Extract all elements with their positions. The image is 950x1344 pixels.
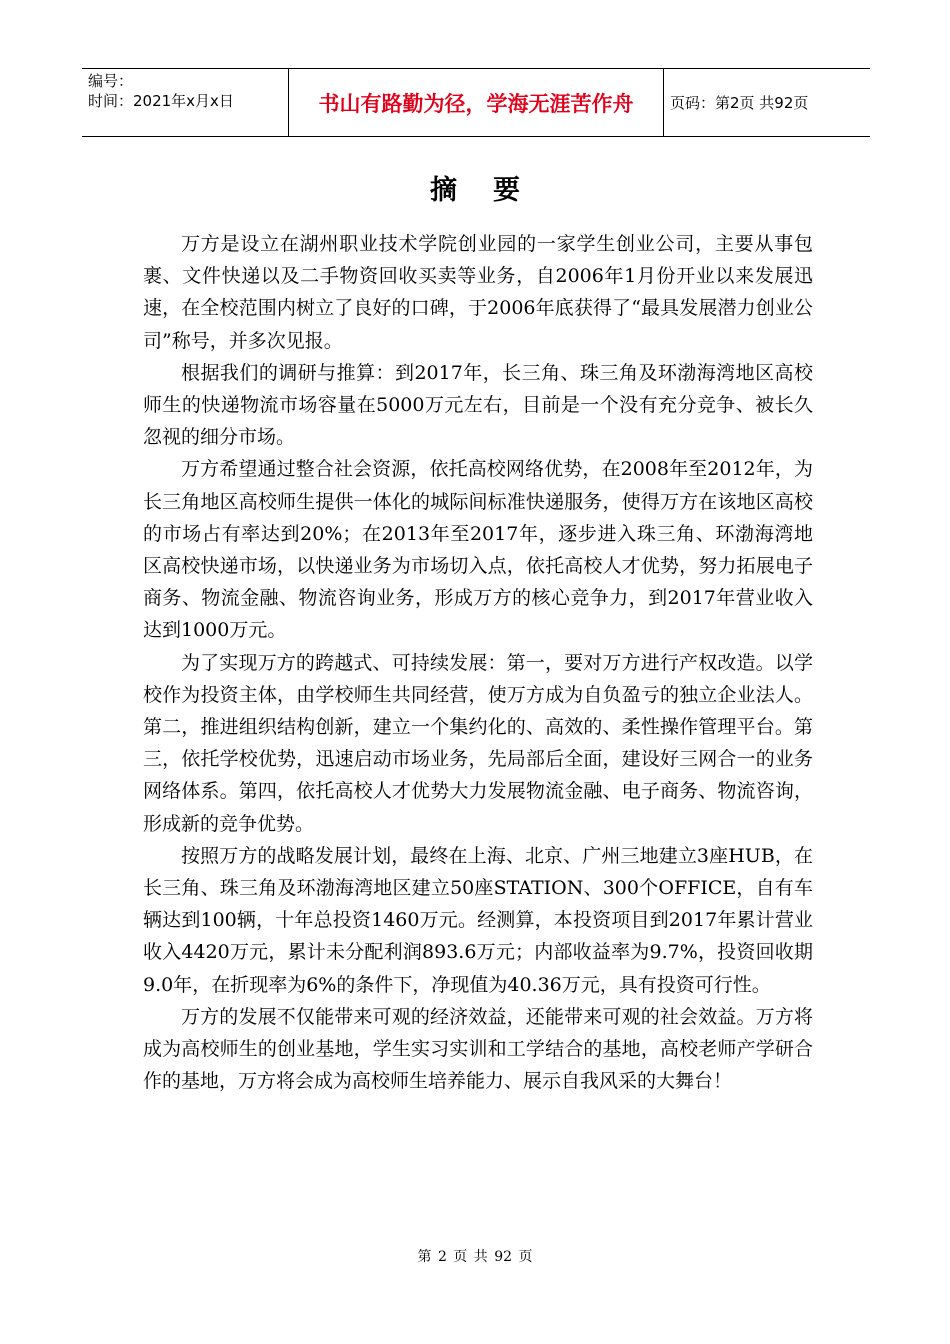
paragraph: 万方希望通过整合社会资源，依托高校网络优势，在2008年至2012年，为长三角地区高校师生提供一体化的城际间标准快递服务，使得万方在该地区高校的市场占有率达到20%；在2013年至2017年，逐步进入珠三角、环渤海湾地区高校快递市场，以快递业务为市场切入点，依托高校人才优势，努力拓展电子商务、物流金融、物流咨询业务，形成万方的核心竞争力，到2017年营业收入达到1000万元。	[143, 458, 813, 642]
paragraph: 万方是设立在湖州职业技术学院创业园的一家学生创业公司，主要从事包裹、文件快递以及二手物资回收买卖等业务，自2006年1月份开业以来发展迅速，在全校范围内树立了良好的口碑，于2006年底获得了“最具发展潜力创业公司”称号，并多次见报。	[143, 233, 813, 352]
paragraph: 为了实现万方的跨越式、可持续发展：第一，要对万方进行产权改造。以学校作为投资主体，由学校师生共同经营，使万方成为自负盈亏的独立企业法人。第二，推进组织结构创新，建立一个集约化的、高效的、柔性操作管理平台。第三，依托学校优势，迅速启动市场业务，先局部后全面，建设好三网合一的业务网络体系。第四，依托高校人才优势大力发展物流金融、电子商务、物流咨询，形成新的竞争优势。	[143, 651, 813, 835]
paragraph: 根据我们的调研与推算：到2017年，长三角、珠三角及环渤海湾地区高校师生的快递物流市场容量在5000万元左右，目前是一个没有充分竞争、被长久忽视的细分市场。	[143, 361, 813, 449]
paragraph: 万方的发展不仅能带来可观的经济效益，还能带来可观的社会效益。万方将成为高校师生的创业基地，学生实习实训和工学结合的基地，高校老师产学研合作的基地，万方将会成为高校师生培养能力、展示自我风采的大舞台！	[143, 1005, 813, 1093]
header-motto: 书山有路勤为径，学海无涯苦作舟	[289, 69, 664, 137]
document-date-label: 时间：2021年x月x日	[88, 92, 234, 110]
page-title: 摘要	[430, 175, 556, 206]
header-left-cell	[82, 69, 289, 137]
abstract-body	[143, 228, 813, 1097]
header-page-info: 页码：第2页 共92页	[664, 69, 871, 137]
page-header	[82, 68, 870, 137]
document-number-label: 编号：	[88, 72, 134, 90]
paragraph: 按照万方的战略发展计划，最终在上海、北京、广州三地建立3座HUB，在长三角、珠三角及环渤海湾地区建立50座STATION、300个OFFICE，自有车辆达到100辆，十年总投资1460万元。经测算，本投资项目到2017年累计营业收入4420万元，累计未分配利润893.6万元；内部收益率为9.7%，投资回收期9.0年，在折现率为6%的条件下，净现值为40.36万元，具有投资可行性。	[143, 844, 813, 996]
page-footer: 第 2 页 共 92 页	[417, 1249, 533, 1265]
